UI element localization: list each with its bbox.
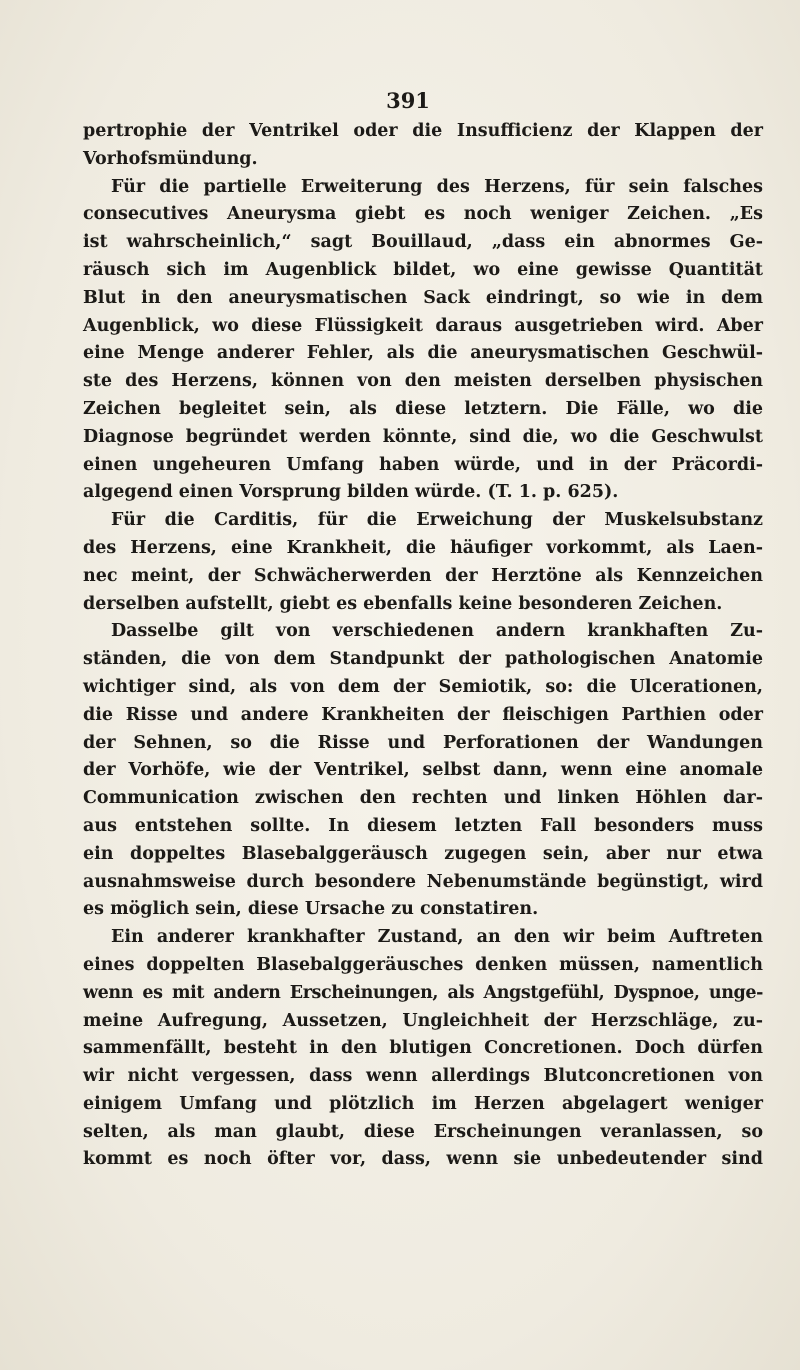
text-line: einen ungeheuren Umfang haben würde, und in der Präcordi- <box>83 454 763 475</box>
text-line: selten, als man glaubt, diese Erscheinungen veranlassen, so <box>83 1121 763 1142</box>
text-line: wichtiger sind, als von dem der Semiotik, so: die Ulcerationen, <box>83 676 763 697</box>
text-line: wir nicht vergessen, dass wenn allerdings Blutconcretionen von <box>83 1066 763 1087</box>
text-line: Ein anderer krankhafter Zustand, an den wir beim Auftreten <box>111 927 763 948</box>
page-number: 391 <box>386 88 430 113</box>
text-line: Für die Carditis, für die Erweichung der Muskelsubstanz <box>111 510 763 531</box>
text-line: Zeichen begleitet sein, als diese letztern. Die Fälle, wo die <box>83 398 763 419</box>
text-line: sammenfällt, besteht in den blutigen Concretionen. Doch dürfen <box>83 1038 763 1059</box>
text-line: räusch sich im Augenblick bildet, wo eine gewisse Quantität <box>83 259 763 280</box>
text-line: ständen, die von dem Standpunkt der pathologischen Anatomie <box>83 649 763 670</box>
text-line: wenn es mit andern Erscheinungen, als Angstgefühl, Dyspnoe, unge- <box>83 982 763 1003</box>
text-line: eine Menge anderer Fehler, als die aneurysmatischen Geschwül- <box>83 343 763 364</box>
text-line: derselben aufstellt, giebt es ebenfalls keine besonderen Zeichen. <box>83 593 723 614</box>
text-line: Blut in den aneurysmatischen Sack eindringt, so wie in dem <box>83 287 763 308</box>
text-line: eines doppelten Blasebalggeräusches denken müssen, namentlich <box>83 954 763 975</box>
text-line: Diagnose begründet werden könnte, sind die, wo die Geschwulst <box>83 426 763 447</box>
text-line: Augenblick, wo diese Flüssigkeit daraus ausgetrieben wird. Aber <box>83 315 763 336</box>
text-line: ausnahmsweise durch besondere Nebenumstände begünstigt, wird <box>83 871 763 892</box>
text-line: consecutives Aneurysma giebt es noch weniger Zeichen. „Es <box>83 204 763 225</box>
text-line: Für die partielle Erweiterung des Herzens, für sein falsches <box>111 176 763 197</box>
text-line: ist wahrscheinlich,“ sagt Bouillaud, „dass ein abnormes Ge- <box>83 232 763 253</box>
text-line: nec meint, der Schwächerwerden der Herztöne als Kennzeichen <box>83 565 763 586</box>
text-line: Dasselbe gilt von verschiedenen andern krankhaften Zu- <box>111 621 763 642</box>
text-line: aus entstehen sollte. In diesem letzten Fall besonders muss <box>83 815 763 836</box>
text-line: einigem Umfang und plötzlich im Herzen abgelagert weniger <box>83 1093 763 1114</box>
text-line: algegend einen Vorsprung bilden würde. (T. 1. p. 625). <box>83 482 619 503</box>
text-line: Vorhofsmündung. <box>83 148 258 169</box>
text-line: der Sehnen, so die Risse und Perforationen der Wandungen <box>83 732 763 753</box>
text-line: Communication zwischen den rechten und linken Höhlen dar- <box>83 788 763 809</box>
text-line: ein doppeltes Blasebalggeräusch zugegen sein, aber nur etwa <box>83 843 763 864</box>
text-line: des Herzens, eine Krankheit, die häufiger vorkommt, als Laen- <box>83 537 763 558</box>
text-line: kommt es noch öfter vor, dass, wenn sie unbedeutender sind <box>83 1149 763 1170</box>
text-line: der Vorhöfe, wie der Ventrikel, selbst dann, wenn eine anomale <box>83 760 763 781</box>
text-line: meine Aufregung, Aussetzen, Ungleichheit der Herzschläge, zu- <box>83 1010 763 1031</box>
body-text <box>83 118 763 1174</box>
text-line: pertrophie der Ventrikel oder die Insufficienz der Klappen der <box>83 121 763 141</box>
text-line: ste des Herzens, können von den meisten derselben physischen <box>83 371 763 392</box>
text-line: die Risse und andere Krankheiten der fleischigen Parthien oder <box>83 704 763 725</box>
text-line: es möglich sein, diese Ursache zu constatiren. <box>83 899 539 920</box>
